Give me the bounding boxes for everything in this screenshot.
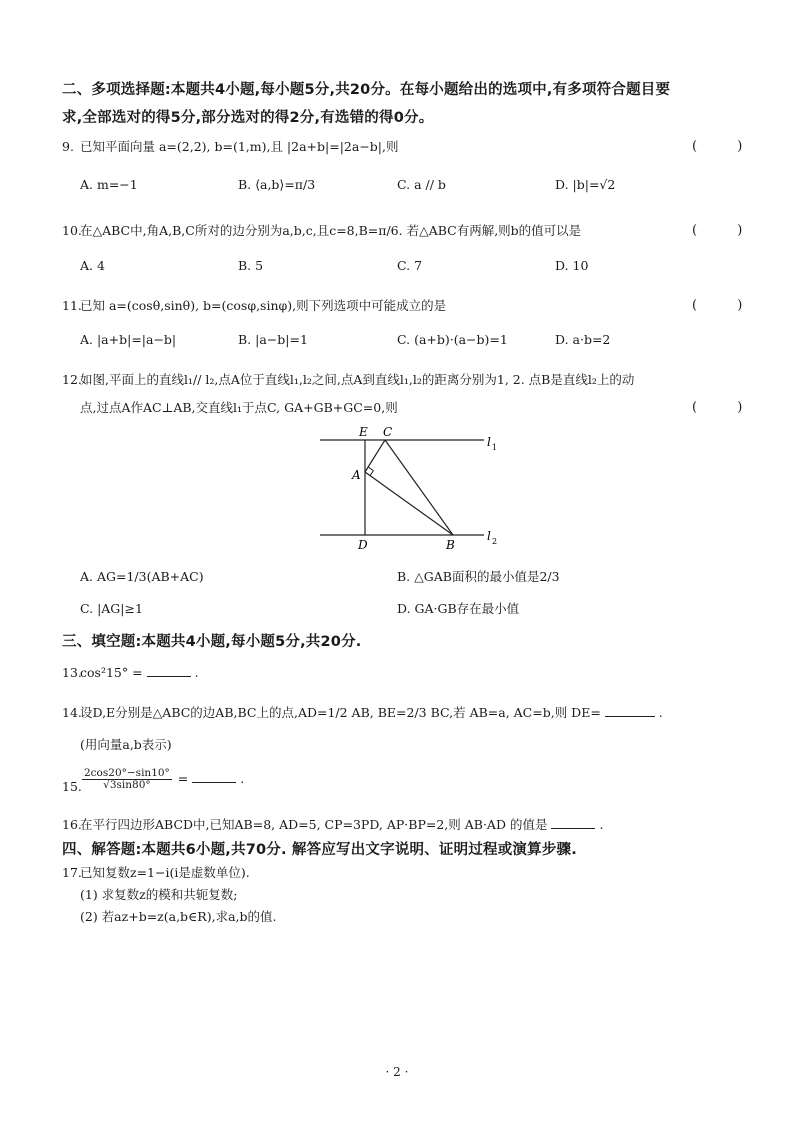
q9-number: 9. bbox=[62, 139, 74, 154]
q14-text: 设D,E分别是△ABC的边AB,BC上的点,AD=1/2 AB, BE=2/3 BC,若 AB=a, AC=b,则 DE= bbox=[80, 705, 601, 720]
q10-option-a: A. 4 bbox=[80, 258, 105, 273]
q15-answer-blank[interactable] bbox=[192, 770, 236, 783]
q16-number: 16. bbox=[62, 817, 82, 832]
q13-number: 13. bbox=[62, 665, 82, 680]
label-l2: l bbox=[487, 529, 491, 543]
q9-option-b: B. ⟨a,b⟩=π/3 bbox=[238, 177, 316, 192]
q17-part2: (2) 若az+b=z(a,b∈R),求a,b的值. bbox=[80, 909, 277, 924]
q11-answer-paren: ( ) bbox=[692, 298, 761, 313]
q12-stem-line2: 点,过点A作AC⊥AB,交直线l₁于点C, GA+GB+GC=0,则 bbox=[80, 400, 398, 415]
q16-answer-blank[interactable] bbox=[551, 816, 595, 829]
q14-note: (用向量a,b表示) bbox=[80, 737, 172, 752]
q12-number: 12. bbox=[62, 372, 82, 387]
q17-stem: 已知复数z=1−i(i是虚数单位). bbox=[80, 865, 250, 880]
q12-option-a: A. AG=1/3(AB+AC) bbox=[80, 569, 204, 584]
segment-ab bbox=[365, 472, 453, 535]
q13-text: cos²15° = bbox=[80, 665, 143, 680]
label-l1-subscript: 1 bbox=[492, 443, 498, 452]
q9-option-a: A. m=−1 bbox=[80, 177, 138, 192]
q12-option-d: D. GA·GB存在最小值 bbox=[397, 601, 520, 616]
q14-answer-blank[interactable] bbox=[605, 704, 655, 717]
q9-answer-paren: ( ) bbox=[692, 139, 761, 154]
q13-tail: . bbox=[194, 665, 199, 680]
label-l1: l bbox=[487, 435, 491, 449]
q10-answer-paren: ( ) bbox=[692, 223, 761, 238]
q15-tail: . bbox=[240, 771, 245, 786]
q11-option-b: B. |a−b|=1 bbox=[238, 332, 308, 347]
q13-answer-blank[interactable] bbox=[147, 664, 191, 677]
q15-number: 15. bbox=[62, 779, 82, 794]
q10-stem: 在△ABC中,角A,B,C所对的边分别为a,b,c,且c=8,B=π/6. 若△ABC有两解,则b的值可以是 bbox=[80, 223, 582, 238]
q14-number: 14. bbox=[62, 705, 82, 720]
q15-eq: = bbox=[177, 771, 189, 786]
q11-option-a: A. |a+b|=|a−b| bbox=[80, 332, 177, 347]
label-c: C bbox=[383, 425, 393, 439]
q15-line bbox=[80, 768, 244, 791]
section-2-title-line1: 二、多项选择题:本题共4小题,每小题5分,共20分。在每小题给出的选项中,有多项符合题目要 bbox=[62, 82, 671, 98]
q11-option-d: D. a·b=2 bbox=[555, 332, 611, 347]
q16-tail: . bbox=[599, 817, 604, 832]
label-l2-subscript: 2 bbox=[492, 537, 498, 546]
q12-option-b: B. △GAB面积的最小值是2/3 bbox=[397, 569, 560, 584]
section-3-title: 三、填空题:本题共4小题,每小题5分,共20分. bbox=[62, 634, 362, 650]
q10-number: 10. bbox=[62, 223, 82, 238]
label-b: B bbox=[446, 538, 455, 552]
q11-stem: 已知 a=(cosθ,sinθ), b=(cosφ,sinφ),则下列选项中可能成立的是 bbox=[80, 298, 447, 313]
q14-tail: . bbox=[658, 705, 663, 720]
q15-denominator: √3sin80° bbox=[103, 779, 151, 791]
q13-line bbox=[80, 664, 199, 682]
label-d: D bbox=[358, 538, 368, 552]
q11-number: 11. bbox=[62, 298, 82, 313]
section-4-title: 四、解答题:本题共6小题,共70分. 解答应写出文字说明、证明过程或演算步骤. bbox=[62, 842, 577, 858]
q12-answer-paren: ( ) bbox=[692, 400, 761, 415]
segment-cb bbox=[385, 440, 453, 535]
q9-option-d: D. |b|=√2 bbox=[555, 177, 616, 192]
q9-option-c: C. a // b bbox=[397, 177, 446, 192]
q12-option-c: C. |AG|≥1 bbox=[80, 601, 143, 616]
q9-stem: 已知平面向量 a=(2,2), b=(1,m),且 |2a+b|=|2a−b|,则 bbox=[80, 139, 399, 154]
q10-option-d: D. 10 bbox=[555, 258, 589, 273]
page-number: · 2 · bbox=[385, 1065, 409, 1079]
q15-numerator: 2cos20°−sin10° bbox=[84, 767, 170, 779]
q14-line bbox=[80, 704, 663, 722]
q16-text: 在平行四边形ABCD中,已知AB=8, AD=5, CP=3PD, AP·BP=2,则 AB·AD 的值是 bbox=[80, 817, 548, 832]
q10-option-b: B. 5 bbox=[238, 258, 264, 273]
q15-fraction bbox=[82, 768, 172, 791]
section-2-title-line2: 求,全部选对的得5分,部分选对的得2分,有选错的得0分。 bbox=[62, 110, 434, 126]
label-a: A bbox=[352, 468, 361, 482]
label-e: E bbox=[359, 425, 368, 439]
q17-number: 17. bbox=[62, 865, 82, 880]
q11-option-c: C. (a+b)·(a−b)=1 bbox=[397, 332, 508, 347]
q16-line bbox=[80, 816, 603, 834]
q12-stem-line1: 如图,平面上的直线l₁// l₂,点A位于直线l₁,l₂之间,点A到直线l₁,l₂的距离分别为1, 2. 点B是直线l₂上的动 bbox=[80, 372, 635, 387]
q10-option-c: C. 7 bbox=[397, 258, 423, 273]
q17-part1: (1) 求复数z的模和共轭复数; bbox=[80, 887, 238, 902]
